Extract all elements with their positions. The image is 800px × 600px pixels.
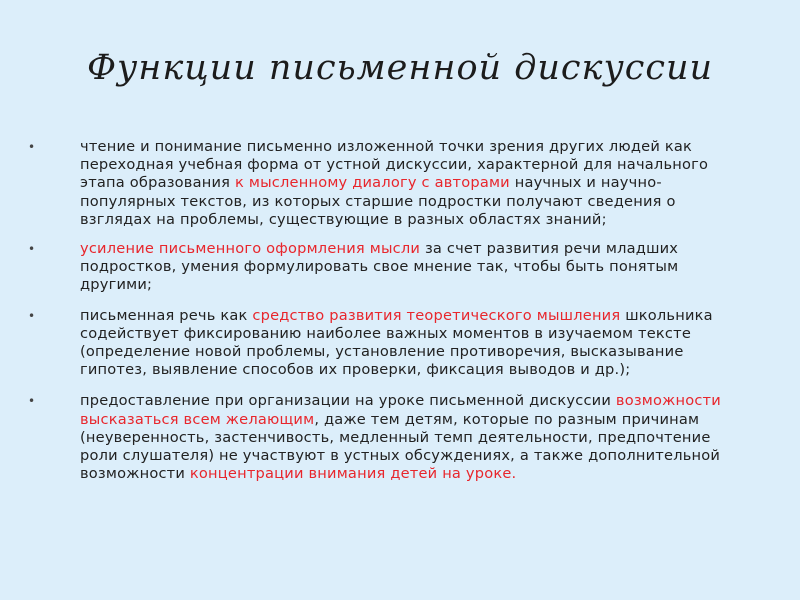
bullet-dot: • (28, 394, 36, 409)
bullet-list (24, 138, 744, 483)
bullet-dot: • (28, 308, 36, 323)
bullet-text: научных и научно-популярных текстов, из которых старшие подростки получают сведения о взглядах на проблемы, существующие в разных областях знаний; (80, 174, 676, 228)
bullet-highlight: средство развития теоретического мышления (252, 306, 621, 324)
bullet-item (24, 392, 744, 483)
bullet-text: письменная речь как (80, 306, 253, 324)
bullet-item (24, 307, 744, 380)
bullet-text: , даже тем детям, которые по разным причинам (неуверенность, застенчивость, медленный темп деятельности, предпочтение роли слушателя) не участвуют в устных обсуждениях, а также дополнительной возможности (80, 410, 721, 483)
bullet-dot: • (28, 242, 36, 257)
bullet-text: за счет развития речи младших подростков, умения формулировать свое мнение так, чтобы быть понятым другими; (80, 240, 679, 294)
bullet-text: чтение и понимание письменно изложенной точки зрения других людей как переходная учебная форма от устной дискуссии, характерной для начального этапа образования (80, 138, 709, 192)
bullet-highlight: концентрации внимания детей на уроке. (189, 465, 517, 483)
bullet-dot: • (28, 140, 36, 154)
slide-title: Функции письменной дискуссии (86, 48, 714, 88)
bullet-text: предоставление при организации на уроке письменной дискуссии (80, 392, 616, 410)
bullet-highlight: к мысленному диалогу с авторами (235, 174, 510, 192)
bullet-item (24, 138, 744, 229)
bullet-highlight: усиление письменного оформления мысли (80, 240, 421, 258)
bullet-text: школьника содействует фиксированию наиболее важных моментов в изучаемом тексте (определение новой проблемы, установление противоречия, высказывание гипотез, выявление способов их проверки, фиксация выводов и др.); (80, 306, 713, 379)
bullet-highlight: возможности высказаться всем желающим (80, 392, 721, 428)
bullet-item (24, 240, 744, 295)
